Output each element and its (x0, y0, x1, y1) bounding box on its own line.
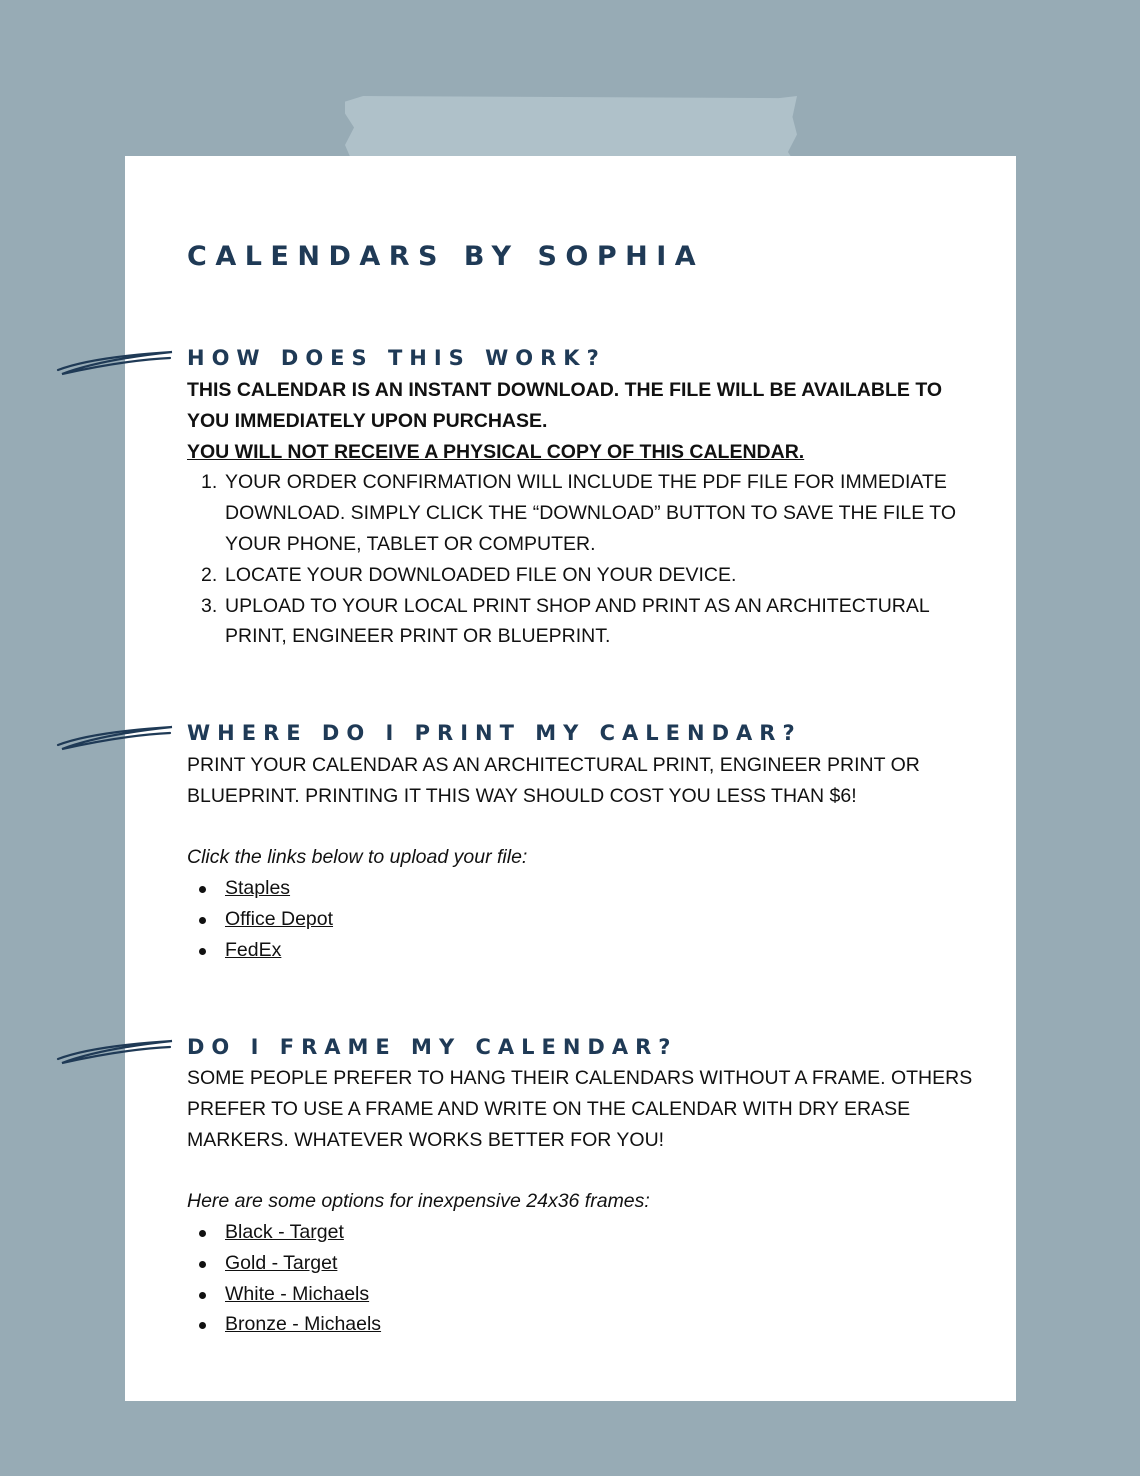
staples-link[interactable]: Staples (225, 877, 291, 900)
section-frame-body (187, 1063, 987, 1340)
frame-info-line-2: PREFER TO USE A FRAME AND WRITE ON THE CALENDAR WITH DRY ERASE (187, 1097, 911, 1120)
list-item (187, 873, 987, 904)
step-item (187, 467, 987, 559)
step-number: 2. (201, 563, 218, 586)
squiggle-arrow-icon (54, 721, 176, 751)
squiggle-arrow-icon (54, 1035, 176, 1065)
squiggle-arrow-icon (54, 346, 176, 376)
instant-download-line-1: THIS CALENDAR IS AN INSTANT DOWNLOAD. THE FILE WILL BE AVAILABLE TO (187, 379, 943, 401)
print-info-line-1: PRINT YOUR CALENDAR AS AN ARCHITECTURAL PRINT, ENGINEER PRINT OR (187, 754, 920, 776)
upload-links-intro: Click the links below to upload your file: (187, 846, 528, 869)
frame-links (187, 1217, 987, 1340)
step-text: YOUR ORDER CONFIRMATION WILL INCLUDE THE PDF FILE FOR IMMEDIATE (225, 471, 947, 494)
step-item (187, 591, 987, 653)
list-item (187, 1248, 987, 1279)
frame-info-line-3: MARKERS. WHATEVER WORKS BETTER FOR YOU! (187, 1128, 665, 1151)
fedex-link[interactable]: FedEx (225, 938, 282, 961)
bullet (199, 917, 206, 924)
bullet (199, 1322, 206, 1329)
section-heading-how: HOW DOES THIS WORK? (187, 346, 606, 370)
list-item (187, 935, 987, 966)
step-text: PRINT, ENGINEER PRINT OR BLUEPRINT. (225, 625, 611, 648)
bullet (199, 1261, 206, 1268)
step-item (187, 560, 987, 591)
step-text: LOCATE YOUR DOWNLOADED FILE ON YOUR DEVICE. (225, 563, 737, 586)
white-michaels-link[interactable]: White - Michaels (225, 1282, 370, 1305)
list-item (187, 1217, 987, 1248)
print-shop-links (187, 873, 987, 965)
frame-options-intro: Here are some options for inexpensive 24x36 frames: (187, 1190, 650, 1213)
steps-list (187, 467, 987, 652)
bullet (199, 1292, 206, 1299)
office-depot-link[interactable]: Office Depot (225, 907, 334, 930)
section-how-body (187, 375, 987, 652)
bullet (199, 1230, 206, 1237)
bullet (199, 886, 206, 893)
instant-download-line-2: YOU IMMEDIATELY UPON PURCHASE. (187, 409, 548, 432)
list-item (187, 1309, 987, 1340)
step-text: YOUR PHONE, TABLET OR COMPUTER. (225, 532, 596, 555)
gold-target-link[interactable]: Gold - Target (225, 1251, 338, 1274)
section-heading-frame: DO I FRAME MY CALENDAR? (187, 1035, 678, 1059)
list-item (187, 904, 987, 935)
section-heading-where: WHERE DO I PRINT MY CALENDAR? (187, 721, 802, 745)
list-item (187, 1279, 987, 1310)
section-where-body (187, 750, 987, 966)
print-info-line-2: BLUEPRINT. PRINTING IT THIS WAY SHOULD COST YOU LESS THAN $6! (187, 784, 857, 807)
no-physical-copy-note: YOU WILL NOT RECEIVE A PHYSICAL COPY OF THIS CALENDAR. (187, 440, 805, 463)
bronze-michaels-link[interactable]: Bronze - Michaels (225, 1313, 382, 1336)
frame-info-line-1: SOME PEOPLE PREFER TO HANG THEIR CALENDARS WITHOUT A FRAME. OTHERS (187, 1067, 973, 1089)
black-target-link[interactable]: Black - Target (225, 1220, 344, 1243)
step-text: UPLOAD TO YOUR LOCAL PRINT SHOP AND PRINT AS AN ARCHITECTURAL (225, 594, 930, 617)
bullet (199, 948, 206, 955)
step-number: 1. (201, 471, 218, 494)
step-number: 3. (201, 594, 218, 617)
brand-title: CALENDARS BY SOPHIA (187, 241, 705, 272)
step-text: DOWNLOAD. SIMPLY CLICK THE “DOWNLOAD” BUTTON TO SAVE THE FILE TO (225, 502, 957, 525)
